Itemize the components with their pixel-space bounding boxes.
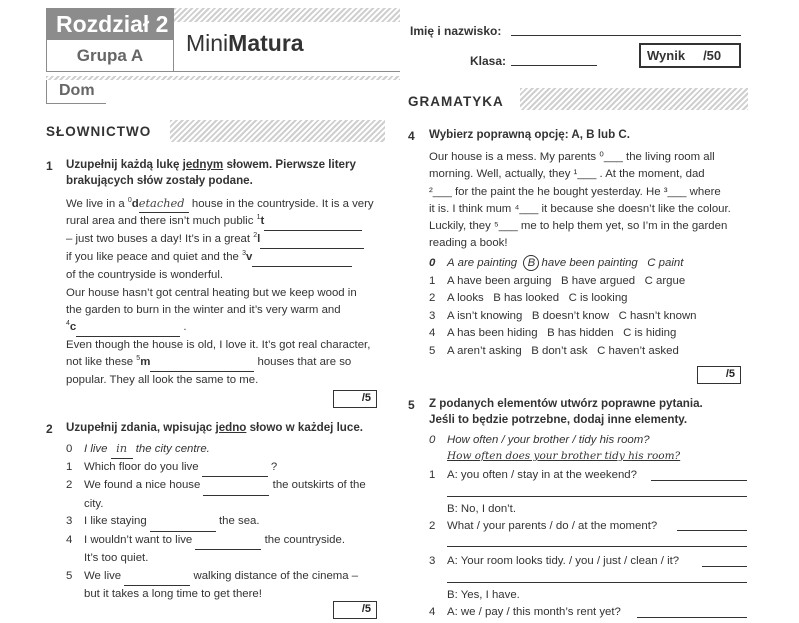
q1-gap-5[interactable] (150, 354, 254, 372)
q4-text-line: Luckily, they ⁵___ me to help them yet, so I’m in the garden (429, 220, 728, 233)
q5-item: 1 A: you often / stay in at the weekend? (429, 469, 637, 481)
q2-item: 4 I wouldn’t want to live the countryside. (66, 532, 396, 551)
q4-number: 4 (408, 129, 415, 143)
q2-item: but it takes a long time to get there! (84, 588, 262, 600)
q1-gap-4[interactable] (76, 319, 180, 337)
q4-text-line: reading a book! (429, 237, 508, 250)
q4-1-a[interactable]: have been arguing (457, 274, 552, 287)
q5-answer-line-1a[interactable] (651, 480, 747, 481)
q4-5-a[interactable]: aren’t asking (457, 344, 522, 357)
name-field[interactable] (511, 35, 741, 36)
q4-option-row: 2 A looks B has looked C is looking (429, 292, 628, 304)
q4-2-c[interactable]: is looking (580, 292, 628, 304)
q4-4-b[interactable]: has hidden (557, 327, 614, 339)
q4-3-a[interactable]: isn’t knowing (457, 309, 523, 322)
q4-5-c[interactable]: haven’t asked (608, 344, 679, 357)
q2-items (66, 440, 396, 604)
circled-answer-icon[interactable]: B (523, 255, 539, 271)
section-title-gramatyka: GRAMATYKA (408, 94, 504, 109)
q5-answer-line-4a[interactable] (637, 617, 747, 618)
q1-line: Even though the house is old, I love it. It’s got real character, (66, 338, 371, 351)
brand-prefix: Mini (186, 30, 229, 56)
q5-head-line1: Z podanych elementów utwórz poprawne pytania. (429, 397, 703, 410)
q4-score-box: /5 (697, 366, 741, 384)
q4-3-b[interactable]: doesn’t know (542, 309, 610, 322)
q2-item: 3 I like staying the sea. (66, 513, 396, 532)
q1-line: of the countryside is wonderful. (66, 269, 224, 282)
dom-label: Dom (46, 80, 106, 104)
q4-5-b[interactable]: don’t ask (542, 344, 588, 357)
q2-gap-5[interactable] (124, 568, 190, 587)
q4-option-row: 4 A has been hiding B has hidden C is hiding (429, 327, 677, 339)
q5-answer-line-3b[interactable] (447, 582, 747, 583)
q1-gap-1[interactable] (264, 213, 362, 231)
q5-head-line2: Jeśli to będzie potrzebne, dodaj inne elementy. (429, 413, 688, 427)
q4-instruction: Wybierz poprawną opcję: A, B lub C. (429, 128, 630, 141)
q4-text-line: morning. Well, actually, they ¹___ . At the moment, dad (429, 168, 705, 181)
q4-option-row: 5 A aren’t asking B don’t ask C haven’t asked (429, 344, 679, 357)
brand-title (174, 8, 400, 72)
q4-4-a[interactable]: has been hiding (457, 327, 538, 339)
q1-number: 1 (46, 159, 53, 173)
q5-item: 3 A: Your room looks tidy. / you / just / clean / it? (429, 555, 680, 567)
q1-line: $^4$c . (66, 319, 396, 337)
q2-gap-4[interactable] (195, 532, 261, 551)
q4-0-c[interactable]: paint (658, 257, 684, 269)
q1-line: not like these $^5$m houses that are so (66, 354, 396, 372)
q2-head-part1: Uzupełnij zdania, wpisując (66, 421, 216, 434)
q4-0-b[interactable]: have been painting (541, 257, 638, 269)
q1-score-box: /5 (333, 390, 377, 408)
gramatyka-hatch-decoration (520, 88, 748, 110)
q4-3-c[interactable]: hasn’t known (630, 309, 697, 322)
q5-answer-line-3a[interactable] (702, 566, 747, 567)
q1-head-part2: słowem. Pierwsze litery (223, 158, 356, 171)
q1-line: – just two buses a day! It’s in a great $^2$l (66, 231, 396, 249)
q4-4-c[interactable]: is hiding (634, 327, 677, 339)
chapter-title: Rozdział 2 (46, 8, 174, 40)
name-label: Imię i nazwisko: (410, 24, 502, 38)
q1-line: rural area and there isn’t much public $^1$t (66, 213, 396, 231)
score-total: /50 (703, 48, 722, 63)
q2-score-box: /5 (333, 601, 377, 619)
class-label: Klasa: (470, 54, 507, 68)
q2-gap-0[interactable]: in (111, 440, 133, 459)
q4-option-row: 1 A have been arguing B have argued C argue (429, 274, 686, 287)
q5-answer-line-2b[interactable] (447, 546, 747, 547)
q5-item: B: Yes, I have. (447, 589, 520, 601)
score-label: Wynik (647, 48, 686, 63)
section-title-slownictwo: SŁOWNICTWO (46, 124, 152, 139)
q2-gap-3[interactable] (150, 513, 216, 532)
q5-number: 5 (408, 398, 415, 412)
q1-line: popular. They all look the same to me. (66, 374, 259, 387)
q4-options (429, 255, 759, 360)
q4-2-b[interactable]: has looked (504, 292, 560, 304)
q5-item: 2 What / your parents / do / at the moment? (429, 520, 658, 532)
q1-line: the garden to burn in the winter and it’s very warm and (66, 303, 341, 316)
q1-line: We live in a $^0$detached house in the countryside. It is a very (66, 195, 396, 213)
q2-item: 0 I live in the city centre. (66, 440, 396, 459)
q2-head-underline: jedno (215, 421, 247, 434)
q1-gap-0[interactable]: etached (139, 195, 189, 213)
q5-item: B: No, I don’t. (447, 503, 517, 515)
q2-instruction (66, 420, 386, 436)
q1-line: if you like peace and quiet and the $^3$v (66, 249, 396, 267)
q2-item: 2 We found a nice house the outskirts of the (66, 477, 396, 496)
q4-2-a[interactable]: looks (457, 292, 484, 304)
q2-number: 2 (46, 422, 53, 436)
q1-line: Our house hasn’t got central heating but we keep wood in (66, 286, 357, 299)
group-label: Grupa A (46, 40, 174, 72)
q4-option-row: 0 A are painting B have been painting C paint (429, 257, 684, 269)
q2-item: 5 We live walking distance of the cinema – (66, 568, 396, 587)
q2-gap-1[interactable] (202, 459, 268, 478)
q5-instruction (429, 396, 759, 428)
q2-head-part2: słowo w każdej luce. (246, 421, 364, 434)
q4-text-line: ²___ for the paint the he bought yesterday. He ³___ where (429, 185, 721, 198)
q4-1-c[interactable]: argue (656, 274, 686, 287)
q4-text-line: Our house is a mess. My parents ⁰___ the living room all (429, 151, 715, 163)
q2-item: It’s too quiet. (84, 552, 149, 564)
q4-0-a[interactable]: are painting (457, 257, 518, 269)
q5-answer-line-1b[interactable] (447, 496, 747, 497)
q1-head-underline: jednym (182, 158, 224, 171)
class-field[interactable] (511, 65, 597, 66)
brand-bold: Matura (228, 30, 304, 56)
q5-answer-line-2a[interactable] (677, 530, 747, 531)
q1-head-part1: Uzupełnij każdą lukę (66, 158, 183, 171)
q1-instruction (66, 157, 396, 189)
q2-gap-2[interactable] (203, 477, 269, 496)
q5-item: 4 A: we / pay / this month’s rent yet? (429, 606, 621, 618)
total-score-box (639, 43, 741, 68)
q4-text-line: it is. I think mum ⁴___ it because she doesn’t like the colour. (429, 202, 731, 215)
q4-text (429, 149, 759, 253)
slownictwo-hatch-decoration (170, 120, 385, 142)
q1-gap-3[interactable] (252, 249, 352, 267)
q5-example: 0 How often / your brother / tidy his room? (429, 434, 650, 446)
q1-text (66, 195, 396, 389)
q5-example-answer: How often does your brother tidy his room? (447, 450, 681, 462)
q4-1-b[interactable]: have argued (571, 274, 636, 287)
q2-item: city. (84, 497, 104, 510)
q4-option-row: 3 A isn’t knowing B doesn’t know C hasn’t known (429, 309, 697, 322)
q1-gap-2[interactable] (260, 231, 364, 249)
q1-head-part3: brakujących słów zostały podane. (66, 174, 253, 188)
q2-item: 1 Which floor do you live ? (66, 459, 396, 478)
